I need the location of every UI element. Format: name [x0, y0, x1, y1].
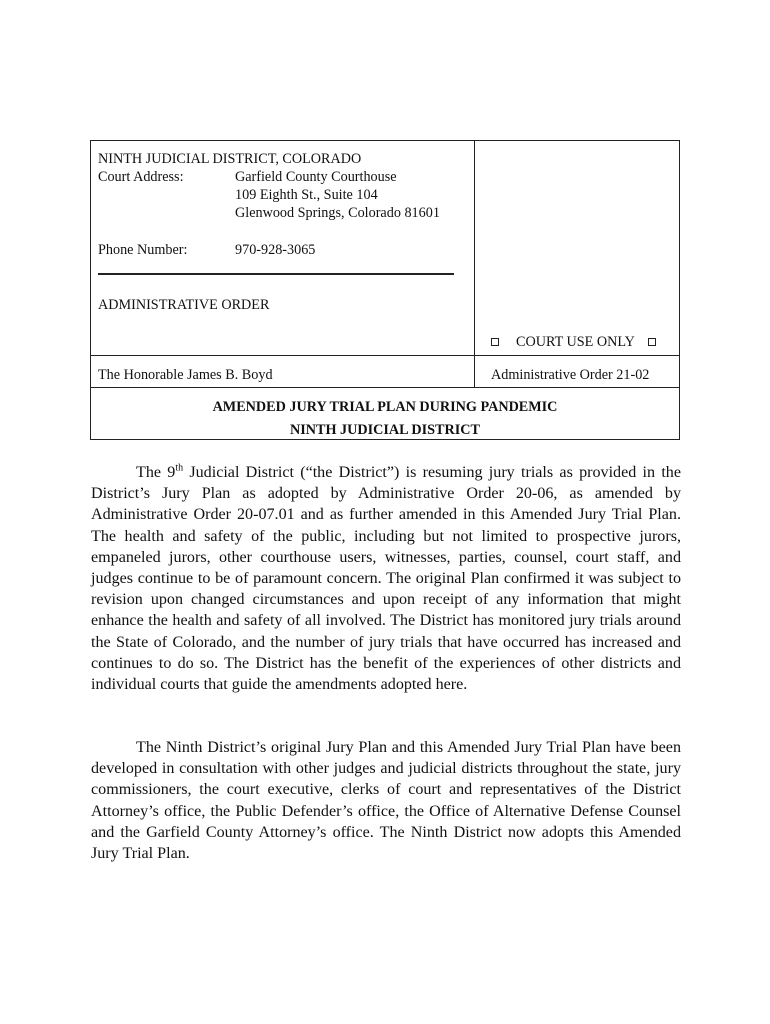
address-line: 109 Eighth St., Suite 104 — [235, 187, 378, 203]
phone-number: 970-928-3065 — [235, 242, 316, 258]
court-use-only-text: COURT USE ONLY — [516, 334, 635, 350]
caption-right-separator — [475, 355, 679, 356]
phone-label: Phone Number: — [98, 242, 188, 258]
caption-box — [90, 140, 680, 440]
caption-divider-rule — [98, 273, 454, 275]
checkbox-glyph-icon — [491, 338, 499, 346]
body-paragraph — [91, 737, 681, 864]
court-name: NINTH JUDICIAL DISTRICT, COLORADO — [98, 151, 362, 167]
caption-title-separator — [91, 387, 679, 388]
paragraph-text-start: The 9 — [136, 464, 176, 481]
order-number: Administrative Order 21-02 — [491, 367, 650, 383]
ordinal-suffix: th — [175, 462, 184, 474]
address-label: Court Address: — [98, 169, 184, 185]
judge-name: The Honorable James B. Boyd — [98, 367, 273, 383]
paragraph-text: The Ninth District’s original Jury Plan and this Amended Jury Trial Plan have been developed in consultation with other judges and judicial districts throughout the state, jury commissioners, the court executive, clerks of court and representatives of the District Attorney’s office, the Public Defender’s office, the Office of Alternative Defense Counsel and the Garfield County Attorney’s office. The Ninth District now adopts this Amended Jury Trial Plan. — [91, 739, 681, 863]
caption-left-separator — [91, 355, 475, 356]
caption-left-panel — [91, 141, 475, 387]
order-title: AMENDED JURY TRIAL PLAN DURING PANDEMIC — [212, 399, 558, 415]
document-type: ADMINISTRATIVE ORDER — [98, 297, 270, 313]
checkbox-glyph-icon — [648, 338, 656, 346]
address-line: Glenwood Springs, Colorado 81601 — [235, 205, 440, 221]
court-use-only-label — [491, 333, 656, 351]
address-line: Garfield County Courthouse — [235, 169, 397, 185]
order-subtitle: NINTH JUDICIAL DISTRICT — [290, 422, 480, 438]
paragraph-text: Judicial District (“the District”) is resuming jury trials as provided in the District’s Jury Plan as adopted by Administrative Order 20-06, as amended by Administrative Order 20-07.01 and as further amended in this Amended Jury Trial Plan. The health and safety of the public, including but not limited to prospective jurors, empaneled jurors, other courthouse users, witnesses, parties, counsel, court staff, and judges continue to be of paramount concern. The original Plan confirmed it was subject to revision upon changed circumstances and upon receipt of any information that might enhance the health and safety of all involved. The District has monitored jury trials around the State of Colorado, and the number of jury trials that have occurred has increased and continues to do so. The District has the benefit of the experiences of other districts and individual courts that guide the amendments adopted here. — [91, 464, 681, 694]
body-paragraph — [91, 462, 681, 695]
